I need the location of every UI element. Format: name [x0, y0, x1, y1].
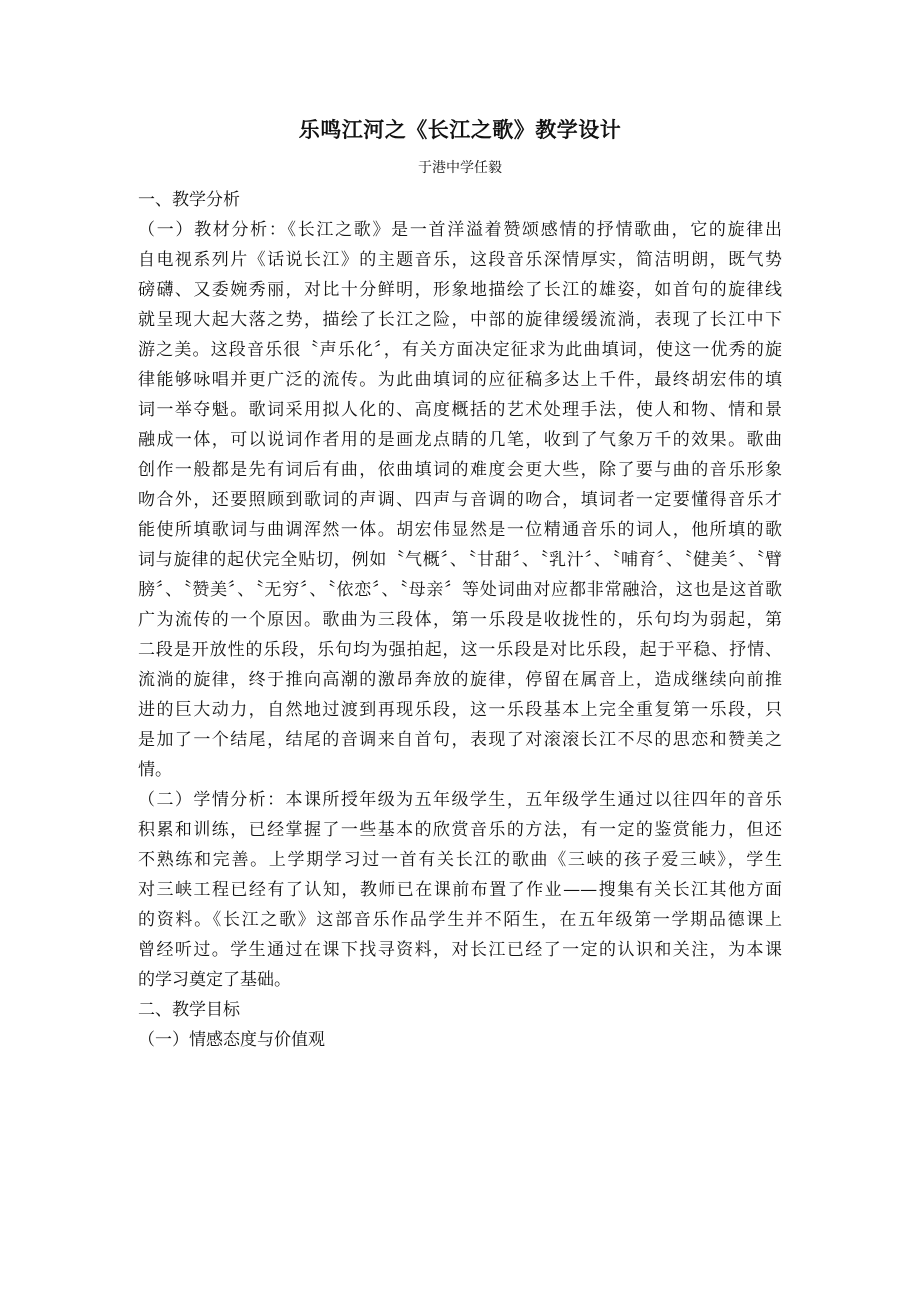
- text-line: 就呈现大起大落之势，描绘了长江之险，中部的旋律缓缓流淌，表现了长江中下: [138, 310, 782, 330]
- text-line: 膀〞、〝赞美〞、〝无穷〞、〝依恋〞、〝母亲〞等处词曲对应都非常融洽，这也是这首歌: [138, 580, 782, 600]
- text-line: 进的巨大动力，自然地过渡到再现乐段，这一乐段基本上完全重复第一乐段，只: [138, 700, 782, 720]
- text-line: 的学习奠定了基础。: [138, 970, 291, 990]
- document-title: 乐鸣江河之《长江之歌》教学设计: [298, 118, 622, 142]
- text-line: 的资料。《长江之歌》这部音乐作品学生并不陌生，在五年级第一学期品德课上: [138, 910, 782, 930]
- text-line: 二段是开放性的乐段，乐句均为强拍起，这一乐段是对比乐段，起于平稳、抒情、: [138, 640, 782, 660]
- text-line: 创作一般都是先有词后有曲，依曲填词的难度会更大些，除了要与曲的音乐形象: [138, 460, 782, 480]
- text-line: 是加了一个结尾，结尾的音调来自首句，表现了对滚滚长江不尽的思恋和赞美之: [138, 730, 782, 750]
- text-line: 游之美。这段音乐很〝声乐化〞，有关方面决定征求为此曲填词，使这一优秀的旋: [138, 340, 782, 360]
- text-line: （二）学情分析：本课所授年级为五年级学生，五年级学生通过以往四年的音乐: [138, 790, 782, 810]
- text-line: 积累和训练，已经掌握了一些基本的欣赏音乐的方法，有一定的鉴赏能力，但还: [138, 820, 782, 840]
- text-line: 律能够咏唱并更广泛的流传。为此曲填词的应征稿多达上千件，最终胡宏伟的填: [138, 370, 782, 390]
- text-line: 不熟练和完善。上学期学习过一首有关长江的歌曲《三峡的孩子爱三峡》，学生: [138, 850, 782, 870]
- text-line: 曾经听过。学生通过在课下找寻资料，对长江已经了一定的认识和关注，为本课: [138, 940, 782, 960]
- text-line: 词一举夺魁。歌词采用拟人化的、高度概括的艺术处理手法，使人和物、情和景: [138, 400, 782, 420]
- document-body: [138, 185, 782, 1055]
- text-line: 自电视系列片《话说长江》的主题音乐，这段音乐深情厚实，简洁明朗，既气势: [138, 250, 782, 270]
- text-line: 融成一体，可以说词作者用的是画龙点睛的几笔，收到了气象万千的效果。歌曲: [138, 430, 782, 450]
- text-line: 对三峡工程已经有了认知，教师已在课前布置了作业——搜集有关长江其他方面: [138, 880, 782, 900]
- text-line: 能使所填歌词与曲调浑然一体。胡宏伟显然是一位精通音乐的词人，他所填的歌: [138, 520, 782, 540]
- text-line: 二、教学目标: [138, 1000, 240, 1020]
- text-line: 广为流传的一个原因。歌曲为三段体，第一乐段是收拢性的，乐句均为弱起，第: [138, 610, 782, 630]
- text-line: （一）教材分析：《长江之歌》是一首洋溢着赞颂感情的抒情歌曲，它的旋律出: [138, 220, 782, 240]
- text-line: 词与旋律的起伏完全贴切，例如〝气概〞、〝甘甜〞、〝乳汁〞、〝哺育〞、〝健美〞、〝臂: [138, 550, 782, 570]
- text-line: 流淌的旋律，终于推向高潮的激昂奔放的旋律，停留在属音上，造成继续向前推: [138, 670, 782, 690]
- text-line: 吻合外，还要照顾到歌词的声调、四声与音调的吻合，填词者一定要懂得音乐才: [138, 490, 782, 510]
- text-line: 一、教学分析: [138, 190, 240, 210]
- text-line: 磅礴、又委婉秀丽，对比十分鲜明，形象地描绘了长江的雄姿，如首句的旋律线: [138, 280, 782, 300]
- document-author: 于港中学任毅: [418, 160, 502, 176]
- text-line: （一）情感态度与价值观: [138, 1030, 325, 1050]
- text-line: 情。: [138, 760, 172, 780]
